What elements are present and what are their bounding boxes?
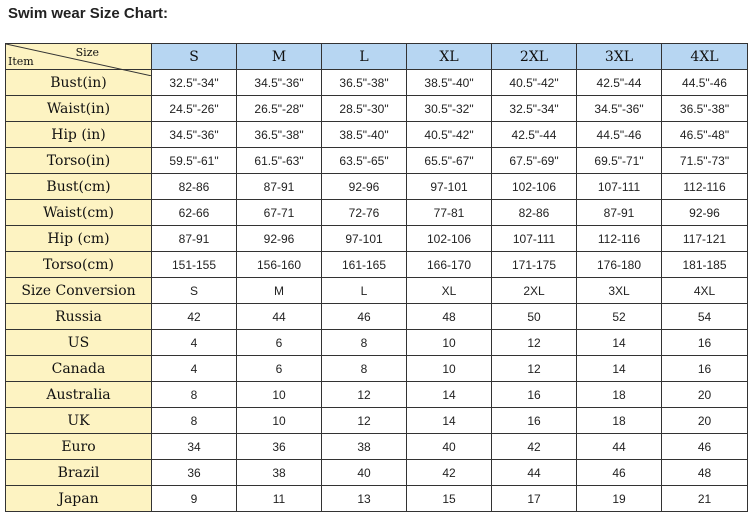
table-cell: 12 [322, 408, 407, 434]
table-cell: 65.5"-67" [407, 148, 492, 174]
table-cell: 15 [407, 486, 492, 512]
table-cell: 20 [662, 382, 748, 408]
table-cell: 18 [577, 408, 662, 434]
table-cell: 3XL [577, 278, 662, 304]
size-chart-body [6, 70, 748, 512]
table-cell: 59.5"-61" [152, 148, 237, 174]
table-cell: 2XL [492, 278, 577, 304]
table-cell: 44 [577, 434, 662, 460]
table-row [6, 434, 748, 460]
table-cell: 14 [577, 330, 662, 356]
table-cell: 72-76 [322, 200, 407, 226]
table-cell: 92-96 [237, 226, 322, 252]
size-chart-table [5, 43, 748, 512]
table-cell: 48 [407, 304, 492, 330]
table-cell: 42 [407, 460, 492, 486]
table-cell: 61.5"-63" [237, 148, 322, 174]
size-header-3xl: 3XL [577, 44, 662, 70]
table-cell: 161-165 [322, 252, 407, 278]
row-label: Hip (cm) [6, 226, 152, 252]
table-cell: M [237, 278, 322, 304]
table-cell: 77-81 [407, 200, 492, 226]
table-cell: 112-116 [577, 226, 662, 252]
table-cell: 117-121 [662, 226, 748, 252]
row-label: Australia [6, 382, 152, 408]
table-cell: 16 [492, 382, 577, 408]
table-cell: 36 [237, 434, 322, 460]
table-cell: 14 [577, 356, 662, 382]
table-cell: 38.5"-40" [407, 70, 492, 96]
table-cell: 34.5"-36" [237, 70, 322, 96]
size-header-4xl: 4XL [662, 44, 748, 70]
size-header-l: L [322, 44, 407, 70]
table-cell: 12 [322, 382, 407, 408]
table-row [6, 278, 748, 304]
table-cell: 34.5"-36" [577, 96, 662, 122]
header-row [6, 44, 748, 70]
table-cell: 50 [492, 304, 577, 330]
table-cell: 44 [492, 460, 577, 486]
table-row [6, 356, 748, 382]
table-row [6, 200, 748, 226]
table-cell: 19 [577, 486, 662, 512]
chart-title: Swim wear Size Chart: [8, 5, 169, 22]
table-cell: 28.5"-30" [322, 96, 407, 122]
table-cell: 107-111 [492, 226, 577, 252]
table-row [6, 148, 748, 174]
table-cell: 171-175 [492, 252, 577, 278]
table-cell: 97-101 [407, 174, 492, 200]
table-cell: 102-106 [492, 174, 577, 200]
table-cell: 14 [407, 382, 492, 408]
table-cell: 67-71 [237, 200, 322, 226]
table-row [6, 226, 748, 252]
table-cell: 102-106 [407, 226, 492, 252]
table-cell: 166-170 [407, 252, 492, 278]
table-cell: 112-116 [662, 174, 748, 200]
row-label: Waist(in) [6, 96, 152, 122]
table-row [6, 408, 748, 434]
table-row [6, 382, 748, 408]
row-label: Russia [6, 304, 152, 330]
table-cell: 40.5"-42" [407, 122, 492, 148]
table-cell: 107-111 [577, 174, 662, 200]
row-label: Euro [6, 434, 152, 460]
table-cell: 92-96 [662, 200, 748, 226]
table-cell: 14 [407, 408, 492, 434]
table-cell: 38 [322, 434, 407, 460]
row-label: Bust(in) [6, 70, 152, 96]
table-cell: 44.5"-46 [577, 122, 662, 148]
size-header-2xl: 2XL [492, 44, 577, 70]
table-row [6, 252, 748, 278]
table-cell: 34 [152, 434, 237, 460]
table-cell: 21 [662, 486, 748, 512]
table-cell: 12 [492, 330, 577, 356]
table-cell: 36 [152, 460, 237, 486]
table-cell: 32.5"-34" [152, 70, 237, 96]
corner-header-cell [6, 44, 152, 70]
table-cell: 181-185 [662, 252, 748, 278]
table-cell: 24.5"-26" [152, 96, 237, 122]
table-cell: 4 [152, 356, 237, 382]
table-cell: 176-180 [577, 252, 662, 278]
table-row [6, 460, 748, 486]
table-row [6, 122, 748, 148]
table-cell: 40.5"-42" [492, 70, 577, 96]
table-cell: 8 [322, 330, 407, 356]
table-cell: 92-96 [322, 174, 407, 200]
table-cell: 97-101 [322, 226, 407, 252]
table-cell: 4 [152, 330, 237, 356]
row-label: Size Conversion [6, 278, 152, 304]
table-cell: 82-86 [492, 200, 577, 226]
table-cell: 10 [407, 330, 492, 356]
size-header-s: S [152, 44, 237, 70]
table-cell: 42 [492, 434, 577, 460]
table-cell: XL [407, 278, 492, 304]
table-cell: 38.5"-40" [322, 122, 407, 148]
row-label: Bust(cm) [6, 174, 152, 200]
table-cell: 4XL [662, 278, 748, 304]
table-cell: 8 [152, 382, 237, 408]
row-label: Waist(cm) [6, 200, 152, 226]
table-cell: S [152, 278, 237, 304]
table-cell: 10 [237, 382, 322, 408]
corner-size-label: Size [75, 46, 99, 59]
table-cell: 26.5"-28" [237, 96, 322, 122]
table-cell: 8 [152, 408, 237, 434]
table-cell: 40 [407, 434, 492, 460]
size-header-m: M [237, 44, 322, 70]
table-row [6, 174, 748, 200]
table-cell: 8 [322, 356, 407, 382]
row-label: Canada [6, 356, 152, 382]
table-cell: 42.5"-44 [492, 122, 577, 148]
table-cell: 10 [237, 408, 322, 434]
corner-item-label: Item [8, 55, 34, 68]
table-cell: 16 [662, 356, 748, 382]
table-cell: 44 [237, 304, 322, 330]
table-cell: 36.5"-38" [662, 96, 748, 122]
row-label: Torso(in) [6, 148, 152, 174]
row-label: Brazil [6, 460, 152, 486]
table-cell: 52 [577, 304, 662, 330]
row-label: Torso(cm) [6, 252, 152, 278]
table-cell: 18 [577, 382, 662, 408]
table-cell: L [322, 278, 407, 304]
table-cell: 6 [237, 356, 322, 382]
size-header-xl: XL [407, 44, 492, 70]
table-cell: 10 [407, 356, 492, 382]
table-cell: 32.5"-34" [492, 96, 577, 122]
table-cell: 38 [237, 460, 322, 486]
table-cell: 151-155 [152, 252, 237, 278]
table-cell: 46.5"-48" [662, 122, 748, 148]
table-cell: 36.5"-38" [237, 122, 322, 148]
table-cell: 12 [492, 356, 577, 382]
table-cell: 67.5"-69" [492, 148, 577, 174]
row-label: UK [6, 408, 152, 434]
table-cell: 6 [237, 330, 322, 356]
table-row [6, 486, 748, 512]
table-cell: 82-86 [152, 174, 237, 200]
row-label: Japan [6, 486, 152, 512]
table-cell: 9 [152, 486, 237, 512]
table-row [6, 304, 748, 330]
table-cell: 69.5"-71" [577, 148, 662, 174]
table-cell: 48 [662, 460, 748, 486]
table-cell: 13 [322, 486, 407, 512]
table-row [6, 330, 748, 356]
table-cell: 87-91 [577, 200, 662, 226]
table-cell: 17 [492, 486, 577, 512]
table-cell: 87-91 [237, 174, 322, 200]
table-cell: 34.5"-36" [152, 122, 237, 148]
table-cell: 36.5"-38" [322, 70, 407, 96]
table-cell: 42 [152, 304, 237, 330]
table-cell: 71.5"-73" [662, 148, 748, 174]
row-label: US [6, 330, 152, 356]
table-cell: 87-91 [152, 226, 237, 252]
table-cell: 156-160 [237, 252, 322, 278]
table-cell: 62-66 [152, 200, 237, 226]
table-row [6, 96, 748, 122]
table-cell: 46 [322, 304, 407, 330]
table-cell: 16 [492, 408, 577, 434]
table-cell: 40 [322, 460, 407, 486]
table-cell: 44.5"-46 [662, 70, 748, 96]
table-cell: 16 [662, 330, 748, 356]
table-cell: 46 [577, 460, 662, 486]
row-label: Hip (in) [6, 122, 152, 148]
table-cell: 42.5"-44 [577, 70, 662, 96]
table-cell: 54 [662, 304, 748, 330]
table-cell: 11 [237, 486, 322, 512]
table-cell: 46 [662, 434, 748, 460]
table-cell: 30.5"-32" [407, 96, 492, 122]
table-cell: 20 [662, 408, 748, 434]
table-cell: 63.5"-65" [322, 148, 407, 174]
